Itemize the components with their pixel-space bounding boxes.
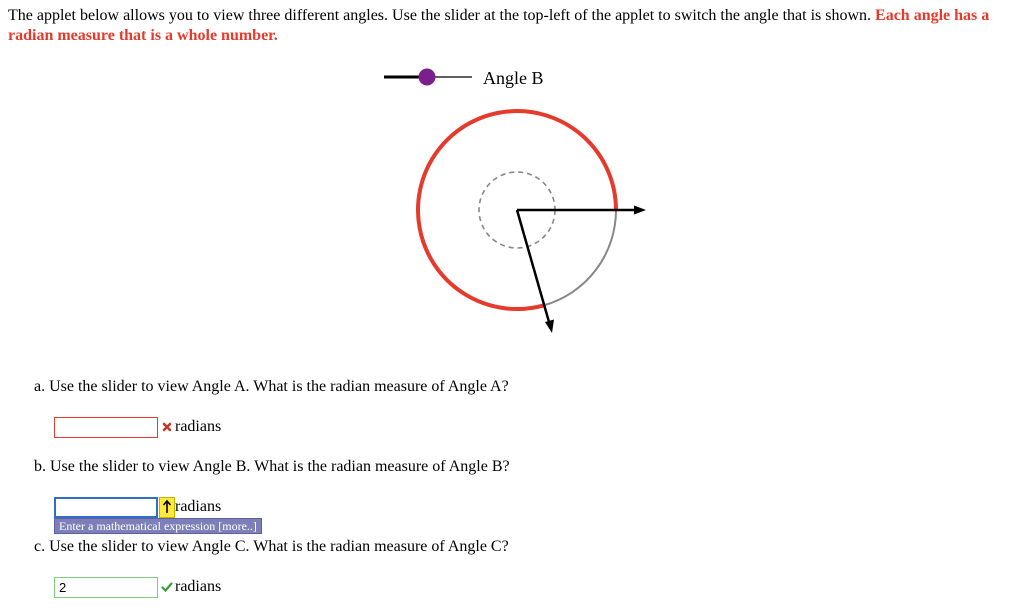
check-mark-icon (159, 577, 175, 598)
angle-b-unit: radians (175, 498, 222, 515)
intro-paragraph (8, 6, 1013, 46)
terminal-ray (517, 210, 549, 322)
terminal-ray-arrowhead (545, 320, 554, 334)
angle-arc-gray (544, 210, 616, 305)
initial-ray-arrowhead (634, 206, 646, 215)
input-help-tooltip[interactable]: Enter a mathematical expression [more..] (54, 518, 262, 534)
angle-c-input[interactable] (54, 577, 158, 598)
angle-c-unit: radians (175, 578, 222, 595)
question-a-answer-row (54, 416, 221, 438)
question-c-prompt: c. Use the slider to view Angle C. What is the radian measure of Angle C? (34, 538, 509, 555)
slider-label: Angle B (483, 68, 544, 88)
intro-text: The applet below allows you to view three different angles. Use the slider at the top-left of the applet to switch the angle that is shown. (8, 7, 876, 24)
slider-knob[interactable] (419, 69, 436, 86)
angle-slider[interactable] (384, 69, 472, 86)
intro-emphasis: Each angle has a radian measure that is a whole number. (8, 7, 990, 44)
question-c-answer-row (54, 576, 221, 598)
angle-a-unit: radians (175, 418, 222, 435)
question-b-answer-row (54, 496, 221, 518)
angle-b-input[interactable] (54, 497, 158, 518)
angle-a-input[interactable] (54, 417, 158, 438)
question-a-prompt: a. Use the slider to view Angle A. What is the radian measure of Angle A? (34, 378, 509, 395)
angle-applet[interactable] (370, 58, 660, 348)
question-b-prompt: b. Use the slider to view Angle B. What is the radian measure of Angle B? (34, 458, 510, 475)
x-mark-icon (159, 417, 175, 438)
up-arrow-icon[interactable] (159, 497, 175, 518)
